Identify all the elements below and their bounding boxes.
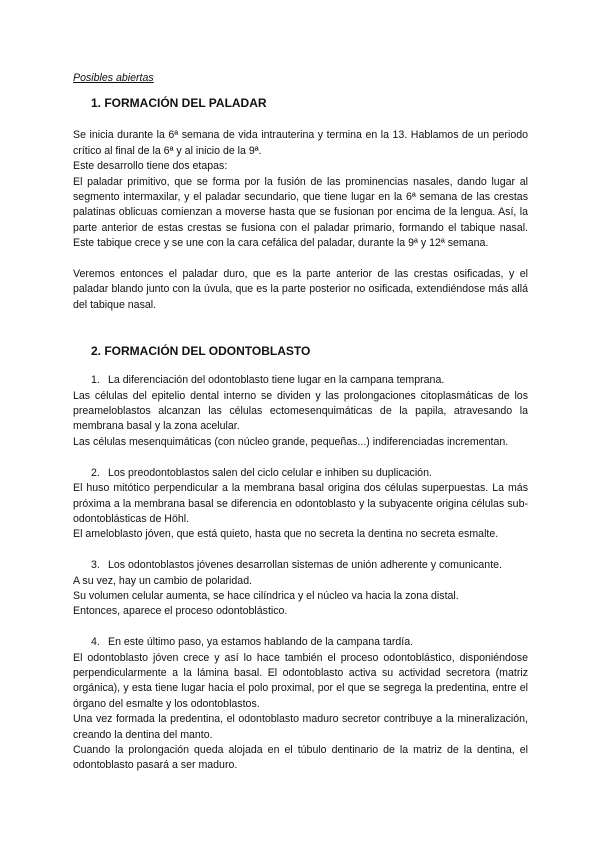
step-heading: 1. La diferenciación del odontoblasto tiene lugar en la campana temprana. [91, 374, 445, 387]
page-content [73, 71, 528, 774]
paragraph: El ameloblasto jóven, que está quieto, hasta que no secreta la dentina no secreta esmalte. [73, 528, 499, 541]
paragraph: Este desarrollo tiene dos etapas: [73, 160, 228, 173]
step-heading: 3. Los odontoblastos jóvenes desarrollan sistemas de unión adherente y comunicante. [91, 559, 502, 572]
paragraph: Entonces, aparece el proceso odontoblástico. [73, 605, 288, 618]
step-heading: 4. En este último paso, ya estamos hablando de la campana tardía. [91, 636, 414, 649]
paragraph: Su volumen celular aumenta, se hace cilíndrica y el núcleo va hacia la zona distal. [73, 589, 459, 602]
paragraph: A su vez, hay un cambio de polaridad. [73, 574, 253, 587]
paragraph: Una vez formada la predentina, el odontoblasto maduro secretor contribuye a la mineralización, creando la dentina del manto. [73, 713, 528, 741]
step-heading: 2. Los preodontoblastos salen del ciclo celular e inhiben su duplicación. [91, 466, 432, 479]
paragraph: Se inicia durante la 6ª semana de vida intrauterina y termina en la 13. Hablamos de un periodo crítico al final de la 6ª y al inicio de la 9ª. [73, 129, 528, 157]
paragraph: Las células del epitelio dental interno se dividen y las prolongaciones citoplasmáticas de los preameloblastos alcanzan las células ectomesenquimáticas de la papila, atravesando la membrana basal y la zona acelular. [73, 389, 528, 433]
paragraph: El odontoblasto jóven crece y así lo hace también el proceso odontoblástico, disponiéndose perpendicularmente a la lámina basal. El odontoblasto activa su actividad secretora (matriz orgánica), y esta tiene lugar hacia el polo proximal, por el que se segrega la predentina, entre el órgano del esmalte y los odontoblastos. [73, 651, 528, 710]
paragraph: Cuando la prolongación queda alojada en el túbulo dentinario de la matriz de la dentina, el odontoblasto pasará a ser maduro. [73, 743, 528, 772]
section-2-title: 2. FORMACIÓN DEL ODONTOBLASTO [91, 344, 311, 359]
paragraph: Veremos entonces el paladar duro, que es la parte anterior de las crestas osificadas, y el paladar blando junto con la úvula, que es la parte posterior no osificada, extendiéndose más allá del tabique nasal. [73, 268, 528, 311]
paragraph: Las células mesenquimáticas (con núcleo grande, pequeñas...) indiferenciadas incrementan. [73, 435, 509, 448]
section-label: Posibles abiertas [73, 72, 154, 84]
paragraph: El paladar primitivo, que se forma por la fusión de las prominencias nasales, dando lugar al segmento intermaxilar, y el paladar secundario, que tiene lugar en la 6ª semana de las crestas palatinas oblicuas comienzan a moverse hasta que se fusionan por encima de la lengua. Así, la parte anterior de estas crestas se fusiona con el paladar primario, formando el tabique nasal. Este tabique crece y se une con la cara cefálica del paladar, durante la 9ª y 12ª semana. [73, 175, 528, 250]
paragraph: El huso mitótico perpendicular a la membrana basal origina dos células superpuestas. La más próxima a la membrana basal se diferencia en odontoblasto y la subyacente origina células sub-odontoblásticas de Höhl. [73, 482, 528, 525]
section-1-title: 1. FORMACIÓN DEL PALADAR [91, 96, 267, 111]
